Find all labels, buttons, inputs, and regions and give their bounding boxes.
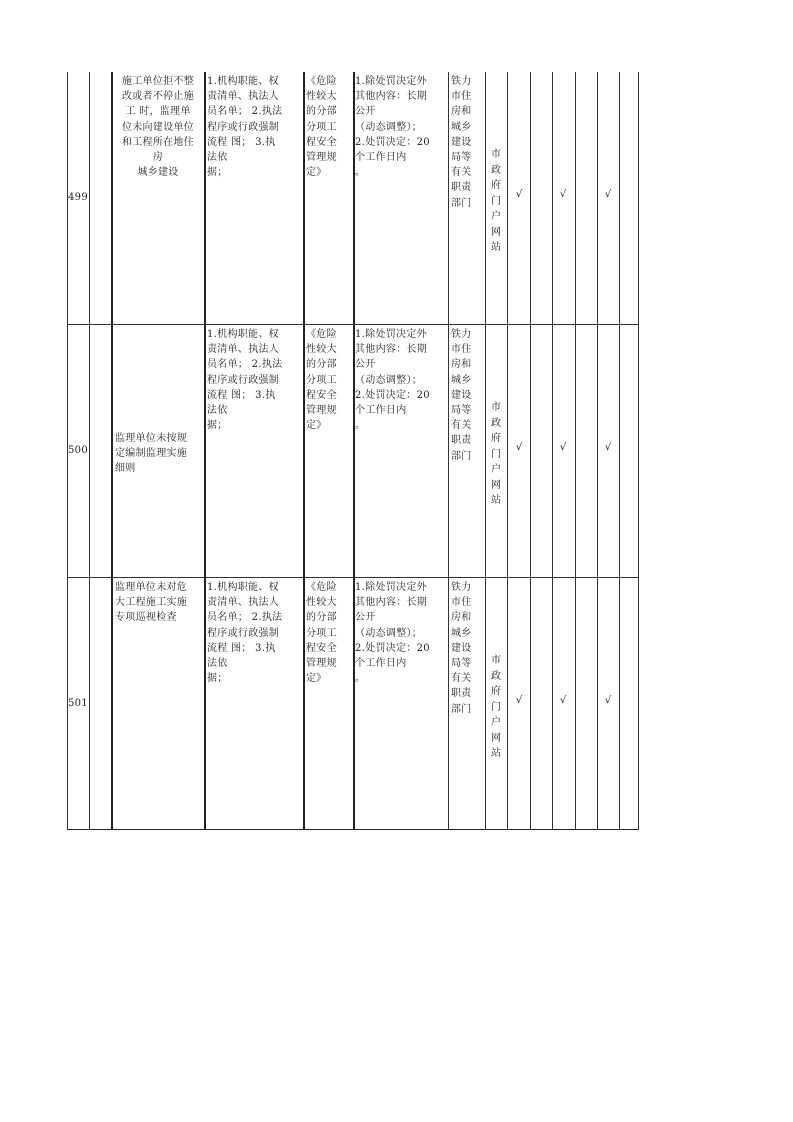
disclosure-channel-line: 站 xyxy=(491,748,501,759)
disclosure-content-line: 法依 xyxy=(207,152,228,164)
disclosure-time-line: 1.除处罚决定外 xyxy=(355,329,427,340)
disclosure-content-line: 员名单； 2.执法 xyxy=(207,612,283,624)
disclosure-time-line: 个工作日内 xyxy=(355,152,407,164)
disclosure-channel-line: 网 xyxy=(491,479,501,491)
disclosure-channel-line: 站 xyxy=(491,242,501,253)
col-border xyxy=(485,72,486,830)
responsible-agency-line: 铁力 xyxy=(451,329,472,340)
disclosure-channel-line: 门 xyxy=(491,701,501,713)
disclosure-time-line: 1.除处罚决定外 xyxy=(355,582,427,593)
responsible-agency-line: 职责 xyxy=(451,435,472,447)
responsible-agency-line: 铁力 xyxy=(451,582,472,593)
legal-basis-line: 性较大 xyxy=(306,91,337,103)
disclosure-time xyxy=(355,74,447,180)
disclosure-time-line: 个工作日内 xyxy=(355,405,407,417)
disclosure-content-line: 流程 图； 3.执 xyxy=(207,389,276,401)
disclosure-content-line: 员名单； 2.执法 xyxy=(207,359,283,371)
col-border xyxy=(507,72,508,830)
disclosure-content-line: 法依 xyxy=(207,405,228,417)
responsible-agency-line: 市住 xyxy=(451,344,472,356)
disclosure-content-line: 1.机构职能、权 xyxy=(207,582,279,593)
col-border xyxy=(638,72,639,830)
col-border xyxy=(353,72,355,830)
disclosure-time xyxy=(355,327,447,433)
disclosure-channel-line: 市 xyxy=(491,149,501,160)
responsible-agency-line: 有关 xyxy=(451,673,472,685)
legal-basis-line: 程安全 xyxy=(306,389,337,401)
disclosure-content-line: 程序或行政强制 xyxy=(207,374,280,386)
legal-basis-line: 程安全 xyxy=(306,642,337,654)
row-border xyxy=(67,577,639,578)
disclosure-time-line: 。 xyxy=(355,167,366,179)
item-description-line: 施工单位拒不整 xyxy=(121,76,195,87)
legal-basis-line: 的分部 xyxy=(306,359,337,371)
responsible-agency-line: 铁力 xyxy=(451,76,472,87)
responsible-agency-line: 城乡 xyxy=(451,627,472,639)
disclosure-content-line: 程序或行政强制 xyxy=(207,121,280,133)
responsible-agency-line: 有关 xyxy=(451,420,472,432)
disclosure-channel-line: 门 xyxy=(491,195,501,207)
disclosure-channel-line: 府 xyxy=(491,433,501,444)
disclosure-content-line: 责清单、执法人 xyxy=(207,91,280,103)
disclosure-content-line: 据； xyxy=(207,673,228,685)
check-mark: √ xyxy=(515,695,523,706)
legal-basis xyxy=(306,327,351,433)
item-description-line: 细则 xyxy=(115,463,136,475)
legal-basis-line: 管理规 xyxy=(306,405,337,417)
disclosure-channel-line: 政 xyxy=(491,164,501,176)
disclosure-channel-line: 户 xyxy=(491,464,501,475)
responsible-agency-line: 局等 xyxy=(451,658,472,670)
disclosure-channel-line: 网 xyxy=(491,226,501,238)
disclosure-time-line: 2.处罚决定：20 xyxy=(355,642,430,654)
disclosure-time-line: 其他内容：长期 xyxy=(355,344,428,356)
item-description-line: 位未向建设单位 xyxy=(121,121,195,133)
check-mark: √ xyxy=(604,189,612,200)
legal-basis-line: 定》 xyxy=(306,167,327,179)
item-description-line: 定编制监理实施 xyxy=(115,448,188,460)
disclosure-content-line: 程序或行政强制 xyxy=(207,627,280,639)
responsible-agency-line: 房和 xyxy=(451,359,472,371)
disclosure-content-line: 1.机构职能、权 xyxy=(207,329,279,340)
item-description-line: 城乡建设 xyxy=(137,167,179,179)
disclosure-time-line: 2.处罚决定：20 xyxy=(355,389,430,401)
disclosure-content-line: 流程 图； 3.执 xyxy=(207,136,276,148)
responsible-agency xyxy=(451,327,483,464)
responsible-agency-line: 城乡 xyxy=(451,121,472,133)
disclosure-content-line: 1.机构职能、权 xyxy=(207,76,279,87)
disclosure-time-line: 2.处罚决定：20 xyxy=(355,136,430,148)
disclosure-time-line: 其他内容：长期 xyxy=(355,597,428,609)
row-border xyxy=(67,829,639,830)
responsible-agency-line: 城乡 xyxy=(451,374,472,386)
item-description-line: 监理单位未按规 xyxy=(115,433,188,444)
disclosure-channel-line: 市 xyxy=(491,655,501,666)
responsible-agency-line: 房和 xyxy=(451,106,472,118)
col-border xyxy=(303,72,305,830)
disclosure-content-line: 据； xyxy=(207,167,228,179)
check-mark: √ xyxy=(559,442,567,453)
disclosure-channel-line: 网 xyxy=(491,732,501,744)
legal-basis xyxy=(306,580,351,686)
responsible-agency-line: 建设 xyxy=(451,642,472,654)
disclosure-table xyxy=(67,72,639,830)
disclosure-time-line: 公开 xyxy=(355,612,376,624)
disclosure-time-line: 公开 xyxy=(355,359,376,371)
disclosure-channel xyxy=(490,653,502,762)
legal-basis xyxy=(306,74,351,180)
legal-basis-line: 分项工 xyxy=(306,374,337,386)
legal-basis-line: 管理规 xyxy=(306,658,337,670)
legal-basis-line: 分项工 xyxy=(306,121,337,133)
check-mark: √ xyxy=(604,695,612,706)
row-number: 499 xyxy=(68,192,88,203)
item-description xyxy=(115,74,201,180)
item-description xyxy=(115,431,201,477)
disclosure-time-line: （动态调整）； xyxy=(355,374,423,386)
legal-basis-line: 的分部 xyxy=(306,106,337,118)
disclosure-channel xyxy=(490,147,502,256)
legal-basis-line: 的分部 xyxy=(306,612,337,624)
check-mark: √ xyxy=(515,442,523,453)
legal-basis-line: 《危险 xyxy=(306,76,337,87)
item-description-line: 专项巡视检查 xyxy=(115,612,177,624)
disclosure-time-line: 1.除处罚决定外 xyxy=(355,76,427,87)
disclosure-content xyxy=(207,327,301,433)
responsible-agency-line: 建设 xyxy=(451,136,472,148)
disclosure-channel-line: 站 xyxy=(491,495,501,506)
disclosure-channel-line: 政 xyxy=(491,417,501,429)
row-number: 501 xyxy=(68,698,88,709)
legal-basis-line: 性较大 xyxy=(306,344,337,356)
responsible-agency-line: 局等 xyxy=(451,152,472,164)
responsible-agency-line: 部门 xyxy=(451,197,472,209)
col-border xyxy=(575,72,576,830)
disclosure-content-line: 责清单、执法人 xyxy=(207,344,280,356)
disclosure-time-line: 。 xyxy=(355,420,366,432)
disclosure-time-line: 公开 xyxy=(355,106,376,118)
responsible-agency-line: 有关 xyxy=(451,167,472,179)
disclosure-content-line: 责清单、执法人 xyxy=(207,597,280,609)
check-mark: √ xyxy=(559,695,567,706)
disclosure-channel xyxy=(490,400,502,509)
row-border xyxy=(67,324,639,325)
disclosure-time-line: 其他内容：长期 xyxy=(355,91,428,103)
responsible-agency-line: 部门 xyxy=(451,703,472,715)
item-description xyxy=(115,580,201,626)
legal-basis-line: 定》 xyxy=(306,420,327,432)
disclosure-content-line: 员名单； 2.执法 xyxy=(207,106,283,118)
disclosure-time-line: 个工作日内 xyxy=(355,658,407,670)
disclosure-time-line: 。 xyxy=(355,673,366,685)
item-description-line: 大工程施工实施 xyxy=(115,597,188,609)
responsible-agency-line: 市住 xyxy=(451,91,472,103)
check-mark: √ xyxy=(604,442,612,453)
responsible-agency-line: 房和 xyxy=(451,612,472,624)
responsible-agency-line: 部门 xyxy=(451,450,472,462)
item-description-line: 和工程所在地住 xyxy=(121,136,195,148)
responsible-agency-line: 职责 xyxy=(451,182,472,194)
disclosure-content xyxy=(207,580,301,686)
disclosure-content-line: 据； xyxy=(207,420,228,432)
legal-basis-line: 程安全 xyxy=(306,136,337,148)
disclosure-time-line: （动态调整）； xyxy=(355,121,423,133)
responsible-agency-line: 建设 xyxy=(451,389,472,401)
responsible-agency xyxy=(451,580,483,717)
disclosure-channel-line: 门 xyxy=(491,448,501,460)
disclosure-channel-line: 户 xyxy=(491,211,501,222)
col-border xyxy=(204,72,206,830)
col-border xyxy=(597,72,598,830)
item-description-line: 改或者不停止施 xyxy=(121,91,195,103)
disclosure-content xyxy=(207,74,301,180)
disclosure-content-line: 流程 图； 3.执 xyxy=(207,642,276,654)
col-border xyxy=(552,72,553,830)
item-description-line: 房 xyxy=(152,152,164,164)
legal-basis-line: 《危险 xyxy=(306,329,337,340)
responsible-agency xyxy=(451,74,483,211)
check-mark: √ xyxy=(515,189,523,200)
legal-basis-line: 《危险 xyxy=(306,582,337,593)
disclosure-time xyxy=(355,580,447,686)
responsible-agency-line: 职责 xyxy=(451,688,472,700)
col-border xyxy=(619,72,620,830)
row-number: 500 xyxy=(68,445,88,456)
responsible-agency-line: 市住 xyxy=(451,597,472,609)
legal-basis-line: 管理规 xyxy=(306,152,337,164)
legal-basis-line: 性较大 xyxy=(306,597,337,609)
item-description-line: 监理单位未对危 xyxy=(115,582,188,593)
disclosure-channel-line: 市 xyxy=(491,402,501,413)
col-border xyxy=(448,72,449,830)
col-border xyxy=(530,72,531,830)
disclosure-time-line: （动态调整）； xyxy=(355,627,423,639)
item-description-line: 工 时，监理单 xyxy=(125,106,191,118)
disclosure-channel-line: 府 xyxy=(491,686,501,697)
disclosure-channel-line: 户 xyxy=(491,717,501,728)
disclosure-channel-line: 府 xyxy=(491,180,501,191)
disclosure-channel-line: 政 xyxy=(491,670,501,682)
legal-basis-line: 分项工 xyxy=(306,627,337,639)
check-mark: √ xyxy=(559,189,567,200)
disclosure-content-line: 法依 xyxy=(207,658,228,670)
col-border xyxy=(89,72,90,830)
responsible-agency-line: 局等 xyxy=(451,405,472,417)
col-border xyxy=(111,72,113,830)
legal-basis-line: 定》 xyxy=(306,673,327,685)
